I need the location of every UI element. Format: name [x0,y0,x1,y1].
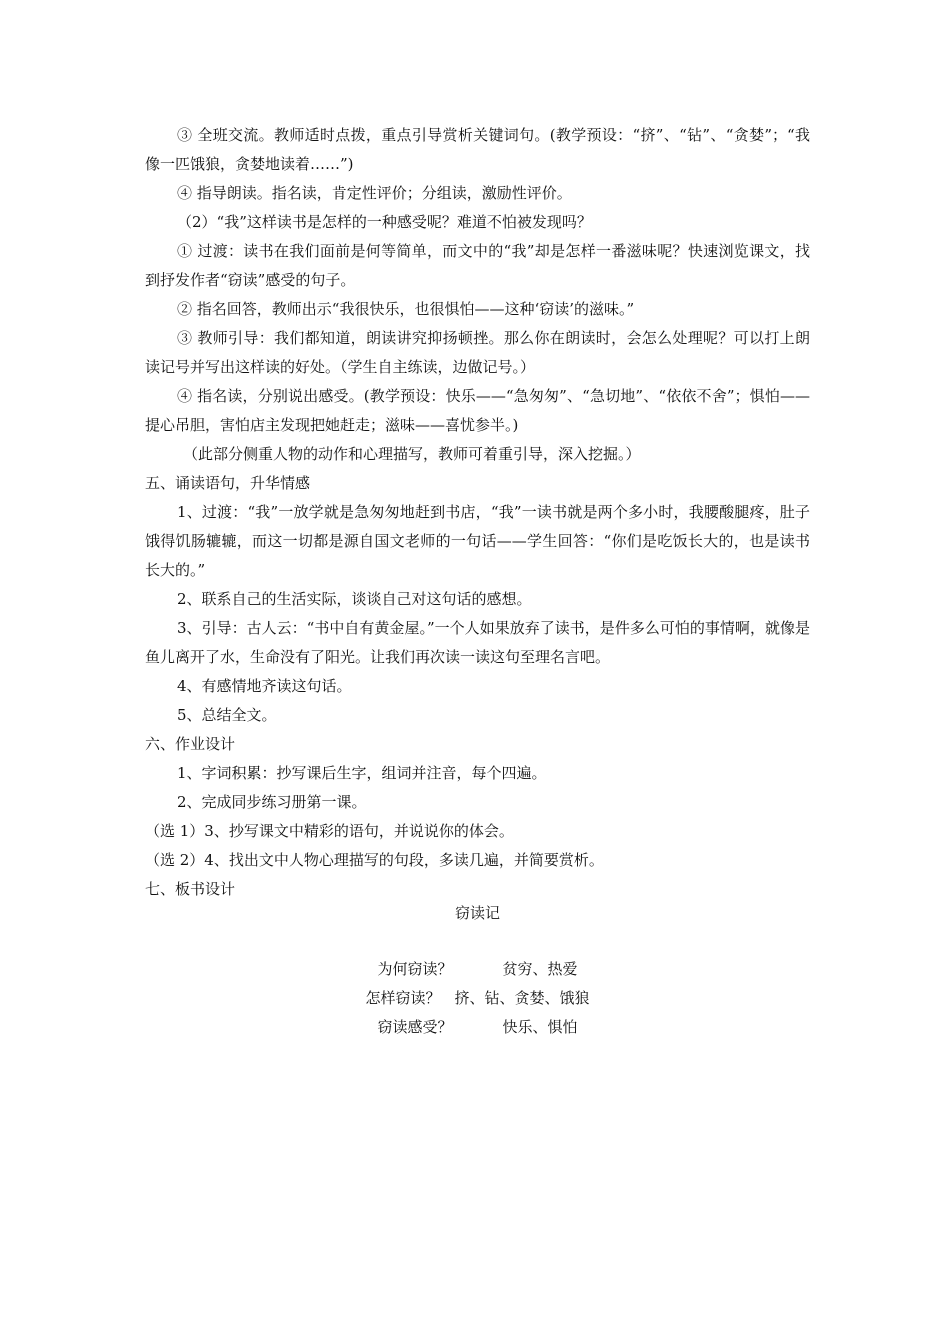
board-answer: 快乐、惧怕 [502,1018,578,1036]
paragraph: （2）“我”这样读书是怎样的一种感受呢？难道不怕被发现吗？ [177,213,592,231]
section-heading-6: 六、作业设计 [145,735,236,753]
board-row [145,955,810,984]
paragraph: ③ 全班交流。教师适时点拨，重点引导赏析关键词句。(教学预设：“挤”、“钻”、“贪婪”；“我像一匹饿狼，贪婪地读着……”) [145,126,810,173]
paragraph: 2、联系自己的生活实际，谈谈自己对这句话的感想。 [177,590,532,608]
paragraph: 5、总结全文。 [177,706,277,724]
board-answer: 贫穷、热爱 [502,960,578,978]
document-body [145,121,810,904]
board-answer: 挤、钻、贪婪、饿狼 [454,989,590,1007]
board-row [145,1013,810,1042]
paragraph-note: （此部分侧重人物的动作和心理描写，教师可着重引导，深入挖掘。） [183,445,641,463]
paragraph: ④ 指名读，分别说出感受。(教学预设：快乐——“急匆匆”、“急切地”、“依依不舍”；惧怕——提心吊胆，害怕店主发现把她赶走；滋味——喜忧参半。) [145,387,810,434]
section-heading-5: 五、诵读语句，升华情感 [145,474,311,492]
homework-item-optional: （选 2）4、找出文中人物心理描写的句段，多读几遍，并简要赏析。 [145,851,604,869]
board-question: 为何窃读？ [377,960,453,978]
paragraph: ③ 教师引导：我们都知道，朗读讲究抑扬顿挫。那么你在朗读时，会怎么处理呢？可以打上朗读记号并写出这样读的好处。（学生自主练读，边做记号。） [145,329,810,376]
homework-item-optional: （选 1）3、抄写课文中精彩的语句，并说说你的体会。 [145,822,514,840]
board-row [145,984,810,1013]
paragraph: ① 过渡：读书在我们面前是何等简单，而文中的“我”却是怎样一番滋味呢？快速浏览课文，找到抒发作者“窃读”感受的句子。 [145,242,810,289]
board-title: 窃读记 [454,904,500,922]
section-heading-7: 七、板书设计 [145,880,236,898]
homework-item: 1、字词积累：抄写课后生字，组词并注音，每个四遍。 [177,764,547,782]
paragraph: ② 指名回答，教师出示“我很快乐，也很惧怕——这种‘窃读’的滋味。” [177,300,635,318]
board-question: 怎样窃读？ [365,989,441,1007]
board-question: 窃读感受？ [377,1018,453,1036]
homework-item: 2、完成同步练习册第一课。 [177,793,367,811]
paragraph: 1、过渡：“我”一放学就是急匆匆地赶到书店，“我”一读书就是两个多小时，我腰酸腿疼，肚子饿得饥肠辘辘，而这一切都是源自国文老师的一句话——学生回答：“你们是吃饭长大的，也是读书长大的。” [145,503,810,579]
paragraph: 3、引导：古人云：“书中自有黄金屋。”一个人如果放弃了读书，是件多么可怕的事情啊，就像是鱼儿离开了水，生命没有了阳光。让我们再次读一读这句至理名言吧。 [145,619,810,666]
paragraph: ④ 指导朗读。指名读，肯定性评价；分组读，激励性评价。 [177,184,572,202]
paragraph: 4、有感情地齐读这句话。 [177,677,352,695]
